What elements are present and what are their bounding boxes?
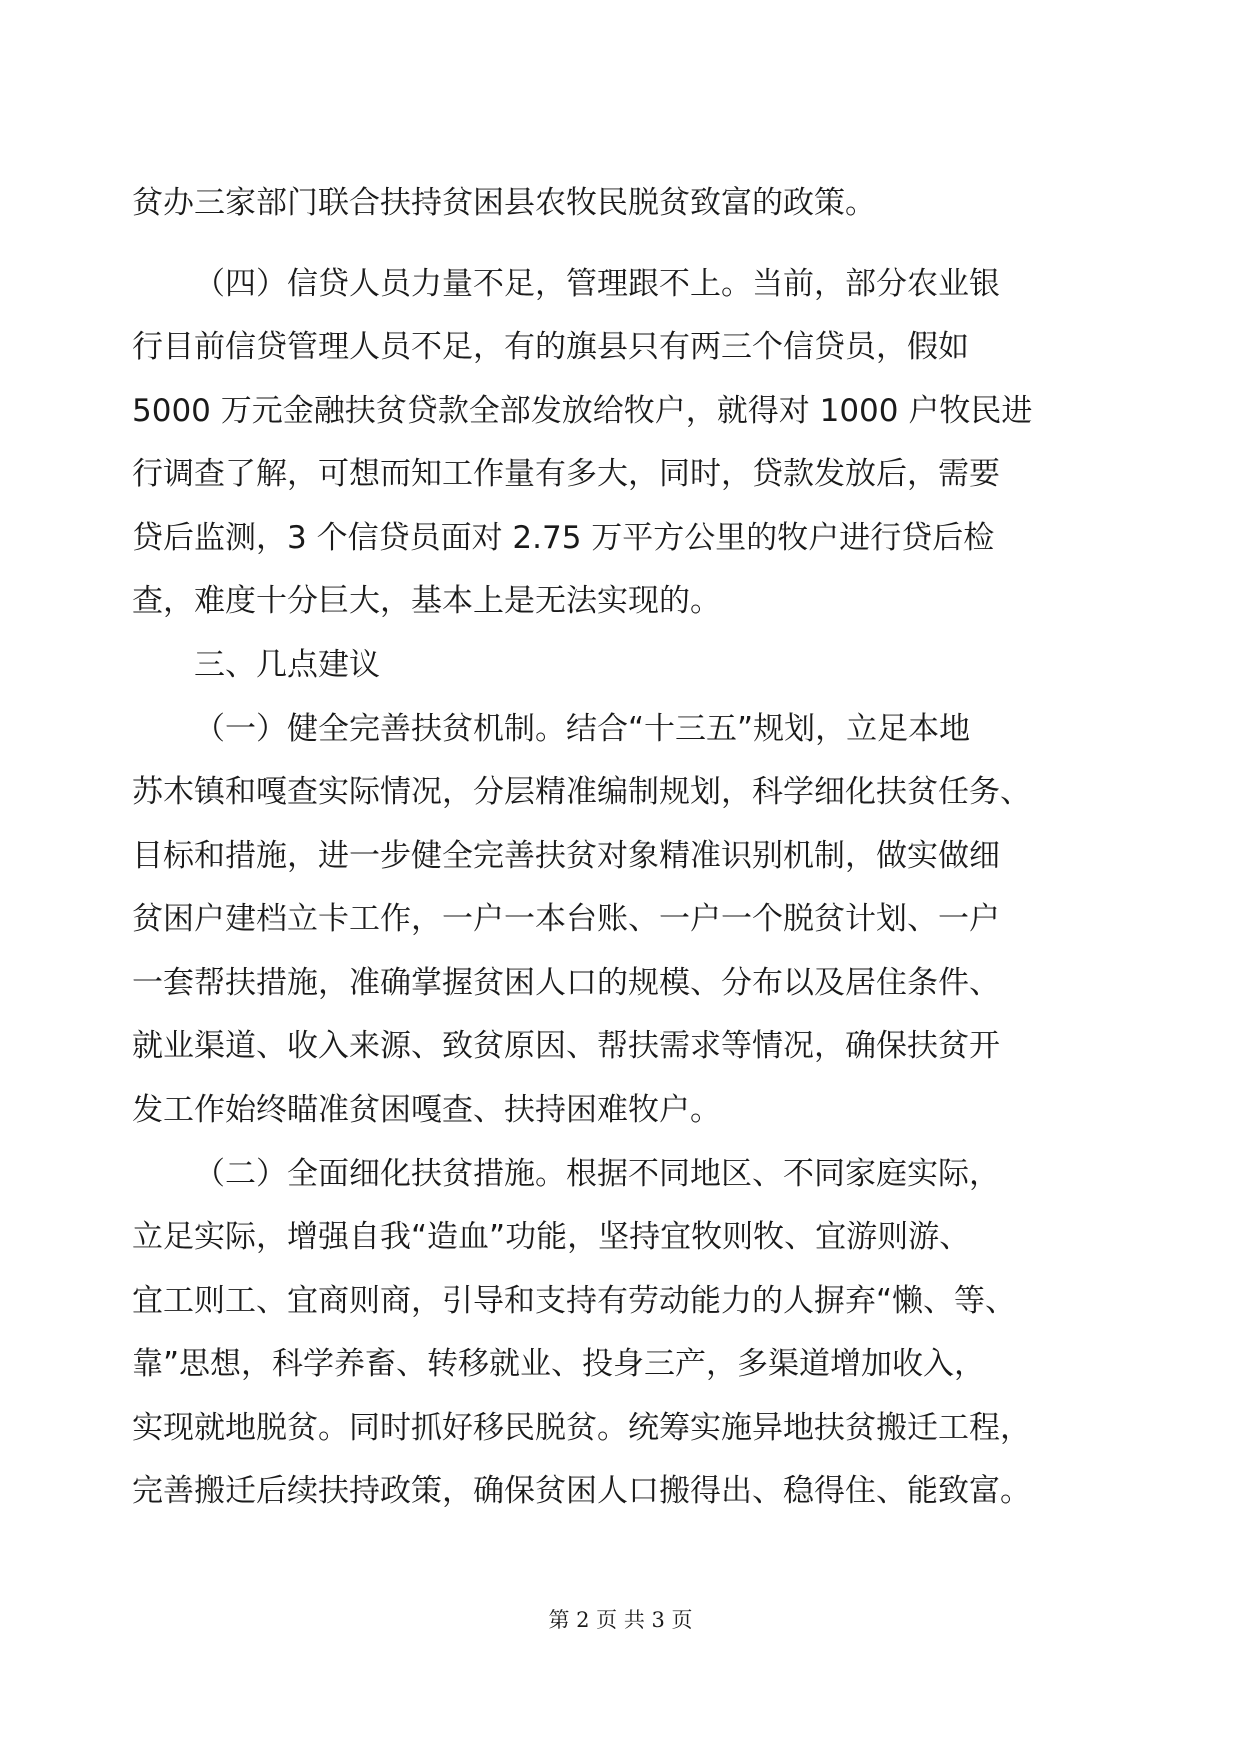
text-line: 实现就地脱贫。同时抓好移民脱贫。统筹实施异地扶贫搬迁工程， (132, 1410, 1031, 1446)
text-line: 贷后监测，3 个信贷员面对 2.75 万平方公里的牧户进行贷后检 (132, 520, 995, 556)
text-line: 完善搬迁后续扶持政策，确保贫困人口搬得出、稳得住、能致富。 (132, 1473, 1031, 1509)
text-line: 苏木镇和嘎查实际情况，分层精准编制规划，科学细化扶贫任务、 (132, 774, 1031, 810)
text-line: 宜工则工、宜商则商，引导和支持有劳动能力的人摒弃“懒、等、 (132, 1283, 1017, 1319)
text-line: 查，难度十分巨大，基本上是无法实现的。 (132, 583, 721, 619)
text-line: 立足实际，增强自我“造血”功能，坚持宜牧则牧、宜游则游、 (132, 1219, 971, 1255)
text-line: （一）健全完善扶贫机制。结合“十三五”规划，立足本地 (194, 711, 971, 747)
text-line: 发工作始终瞄准贫困嘎查、扶持困难牧户。 (132, 1092, 721, 1128)
text-line: 贫困户建档立卡工作，一户一本台账、一户一个脱贫计划、一户 (132, 901, 1000, 937)
text-line: 靠”思想，科学养畜、转移就业、投身三产，多渠道增加收入， (132, 1346, 986, 1382)
text-line: 5000 万元金融扶贫贷款全部发放给牧户，就得对 1000 户牧民进 (132, 393, 1033, 429)
text-line: 一套帮扶措施，准确掌握贫困人口的规模、分布以及居住条件、 (132, 965, 1000, 1001)
page-number-footer: 第 2 页 共 3 页 (548, 1608, 693, 1632)
text-line: （二）全面细化扶贫措施。根据不同地区、不同家庭实际， (194, 1156, 1000, 1192)
text-line: 就业渠道、收入来源、致贫原因、帮扶需求等情况，确保扶贫开 (132, 1028, 1000, 1064)
text-line: 行调查了解，可想而知工作量有多大，同时，贷款发放后，需要 (132, 456, 1000, 492)
text-line: 目标和措施，进一步健全完善扶贫对象精准识别机制，做实做细 (132, 838, 1000, 874)
text-line: （四）信贷人员力量不足，管理跟不上。当前，部分农业银 (194, 266, 1000, 302)
section-heading: 三、几点建议 (194, 647, 380, 683)
text-line: 贫办三家部门联合扶持贫困县农牧民脱贫致富的政策。 (132, 185, 876, 221)
text-line: 行目前信贷管理人员不足，有的旗县只有两三个信贷员，假如 (132, 329, 969, 365)
